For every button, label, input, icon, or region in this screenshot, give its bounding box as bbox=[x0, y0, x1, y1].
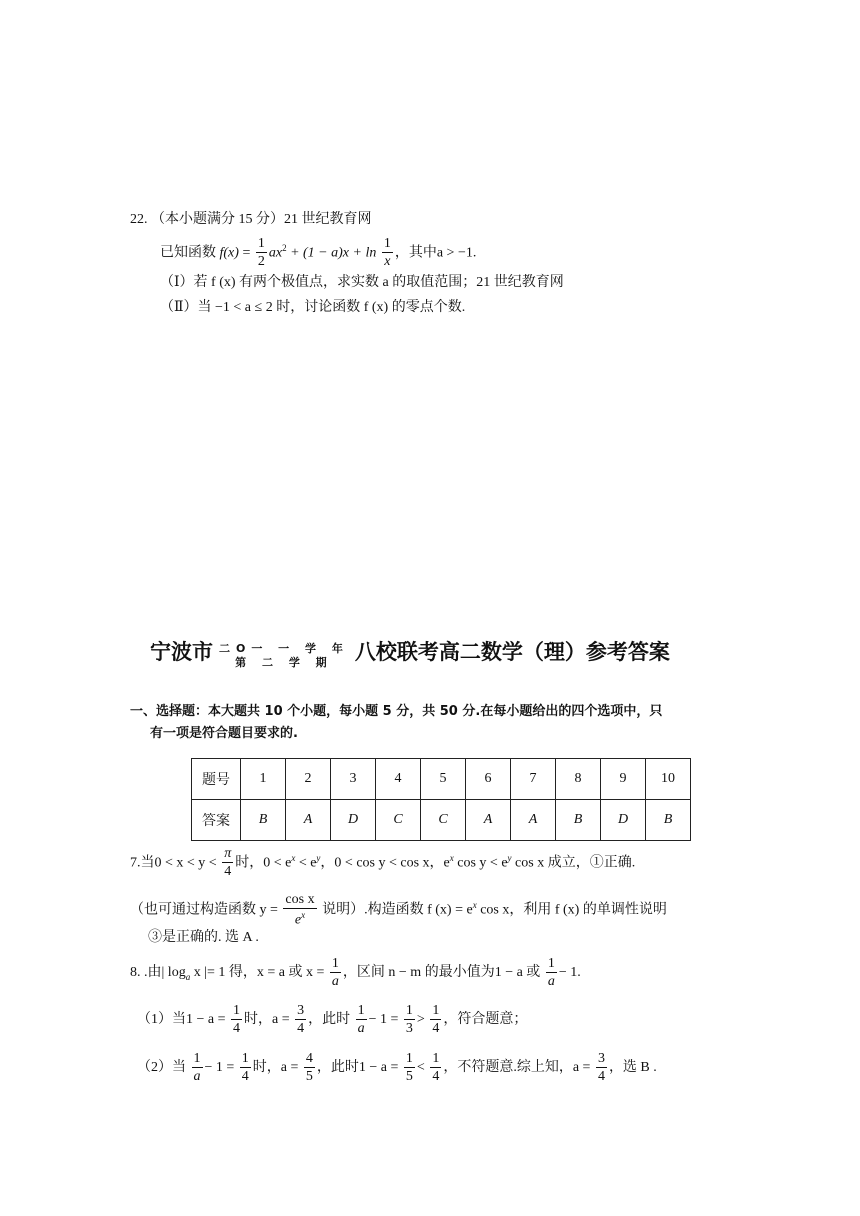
sol7-line2: （也可通过构造函数 y = $\frac{\text{cos x}}{e^x}$ 说明）.构造函数 f $(x) = e^x$ cos x，利用 f (x) 的单调性说明 bbox=[130, 892, 667, 928]
section1-line2: 有一项是符合题目要求的. bbox=[150, 726, 298, 741]
table-cell: B bbox=[646, 800, 691, 841]
fraction-cos-over-ex: $\frac{\text{cos x}}{e^x}$ bbox=[285, 892, 315, 928]
table-cell: A bbox=[466, 800, 511, 841]
table-cell: A bbox=[286, 800, 331, 841]
sol8-line3: （2）当 $\frac{1}{a}$ − 1 = $\frac{1}{4}$ 时，a = $\frac{4}{5}$ ，此时1 − a = $\frac{1}{5}$ < $\frac{1}{4}$ ，不符题意.综上知，a = $\frac{3}{4}$ ，选 B . bbox=[137, 1051, 657, 1084]
given-func: f(x) bbox=[219, 245, 239, 261]
table-cell: B bbox=[556, 800, 601, 841]
fraction: $\frac{1}{4}$ bbox=[432, 1003, 440, 1036]
fraction: $\frac{1}{a}$ bbox=[331, 956, 339, 989]
fraction: $\frac{1}{a}$ bbox=[547, 956, 555, 989]
title-right: 八校联考高二数学（理）参考答案 bbox=[354, 640, 670, 664]
term-rest: + (1 − a)x + ln bbox=[290, 245, 377, 261]
table-cell: C bbox=[376, 800, 421, 841]
sol7-line1: 7.当0 < x < y < $\frac{\pi}{4}$ 时，$0 < e^x < e^y$，0 < cos y < cos x，$e^x$ $\cos y < e^y$ cos x 成立，①正确. bbox=[130, 846, 636, 880]
fraction: $\frac{1}{3}$ bbox=[405, 1003, 413, 1036]
table-cell: 3 bbox=[331, 759, 376, 800]
section1-line1: 一、选择题：本大题共 10 个小题，每小题 5 分，共 50 分.在每小题给出的四个选项中，只 bbox=[130, 704, 663, 719]
table-cell: B bbox=[241, 800, 286, 841]
table-cell: D bbox=[331, 800, 376, 841]
title-left: 宁波市 bbox=[150, 640, 213, 664]
answer-table bbox=[191, 758, 691, 841]
table-cell: 6 bbox=[466, 759, 511, 800]
fraction: $\frac{1}{a}$ bbox=[357, 1003, 365, 1036]
sol7-line3: ③是正确的. 选 A . bbox=[148, 930, 259, 945]
fraction-ln: $\frac{1}{x}$ bbox=[383, 236, 391, 270]
table-cell: 1 bbox=[241, 759, 286, 800]
sol8-line1: 8. .由| $\log_a x$ |= 1 得，x = a 或 x = $\frac{1}{a}$ ，区间 n − m 的最小值为1 − a 或 $\frac{1}{a}$ − 1. bbox=[130, 956, 581, 989]
table-cell: 9 bbox=[601, 759, 646, 800]
fraction: $\frac{3}{4}$ bbox=[597, 1051, 605, 1084]
given-prefix: 已知函数 bbox=[160, 245, 216, 261]
fraction: $\frac{3}{4}$ bbox=[297, 1003, 305, 1036]
table-cell: 2 bbox=[286, 759, 331, 800]
q22-given: 已知函数 f(x) = $\frac{1}{2}$ $ax^2 + (1 - a)x + \ln$ $\frac{1}{x}$ ，其中a > −1. bbox=[160, 236, 477, 270]
table-row-numbers bbox=[192, 759, 691, 800]
fraction: $\frac{1}{4}$ bbox=[432, 1051, 440, 1084]
fraction: $\frac{1}{5}$ bbox=[405, 1051, 413, 1084]
sol8-line2: （1）当1 − a = $\frac{1}{4}$ 时，a = $\frac{3}{4}$ ，此时 $\frac{1}{a}$ − 1 = $\frac{1}{3}$ > $\frac{1}{4}$ ，符合题意； bbox=[137, 1003, 528, 1036]
fraction: $\frac{1}{4}$ bbox=[233, 1003, 241, 1036]
fraction-half: $\frac{1}{2}$ bbox=[257, 236, 265, 270]
table-row-answers bbox=[192, 800, 691, 841]
given-eq: = bbox=[242, 245, 251, 261]
table-cell: 5 bbox=[421, 759, 466, 800]
table-cell: C bbox=[421, 800, 466, 841]
fraction: $\frac{1}{4}$ bbox=[241, 1051, 249, 1084]
q22-part1: （Ⅰ）若 f (x) 有两个极值点，求实数 a 的取值范围；21 世纪教育网 bbox=[160, 275, 564, 290]
fraction: $\frac{1}{a}$ bbox=[193, 1051, 201, 1084]
table-cell: D bbox=[601, 800, 646, 841]
term-ax: ax bbox=[268, 245, 283, 261]
table-cell: 10 bbox=[646, 759, 691, 800]
title-term-stack: 二O一 一 学 年 第 二 学 期 bbox=[219, 641, 349, 669]
row-label-answer: 答案 bbox=[192, 800, 241, 841]
fraction-pi-over-4: $\frac{\pi}{4}$ bbox=[224, 846, 232, 880]
q22-part2: （Ⅱ）当 −1 < a ≤ 2 时，讨论函数 f (x) 的零点个数. bbox=[160, 300, 466, 315]
given-cond: ，其中a > −1. bbox=[394, 245, 477, 261]
table-cell: A bbox=[511, 800, 556, 841]
table-cell: 7 bbox=[511, 759, 556, 800]
table-cell: 8 bbox=[556, 759, 601, 800]
answer-title bbox=[150, 636, 670, 670]
q22-header: 22. （本小题满分 15 分）21 世纪教育网 bbox=[130, 212, 372, 227]
fraction: $\frac{4}{5}$ bbox=[305, 1051, 313, 1084]
table-cell: 4 bbox=[376, 759, 421, 800]
row-label-number: 题号 bbox=[192, 759, 241, 800]
